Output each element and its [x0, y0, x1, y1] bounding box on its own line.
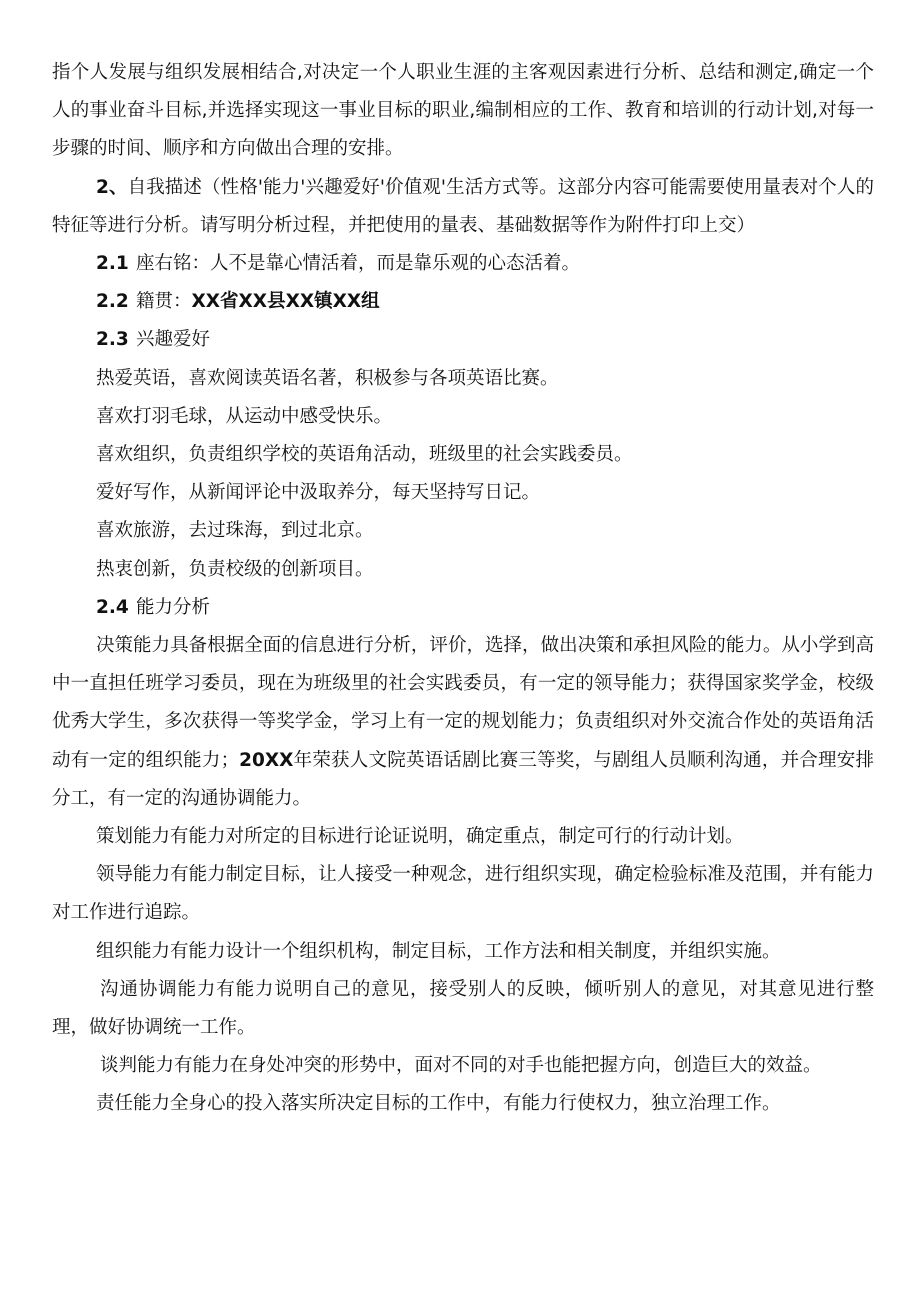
hobby-item: 爱好写作，从新闻评论中汲取养分，每天坚持写日记。 [96, 482, 541, 504]
hobby-item: 喜欢组织，负责组织学校的英语角活动，班级里的社会实践委员。 [96, 444, 633, 466]
section-number: 2.4 [96, 596, 129, 618]
origin-label: 籍贯： [136, 291, 192, 313]
leadership-ability-paragraph: 领导能力有能力制定目标，让人接受一种观念，进行组织实现，确定检验标准及范围，并有能力对工作进行追踪。 [52, 864, 874, 924]
intro-paragraph: 指个人发展与组织发展相结合,对决定一个人职业生涯的主客观因素进行分析、总结和测定,确定一个人的事业奋斗目标,并选择实现这一事业目标的职业,编制相应的工作、教育和培训的行动计划,对每一步骤的时间、顺序和方向做出合理的安排。 [52, 62, 874, 160]
decision-text-b: 年荣获人文院英语话剧比赛三等奖，与剧组人员顺利沟通，并合理安排分工，有一定的沟通协调能力。 [52, 749, 874, 809]
decision-text-a: 决策能力具备根据全面的信息进行分析，评价，选择，做出决策和承担风险的能力。从小学到高中一直担任班学习委员，现在为班级里的社会实践委员，有一定的领导能力；获得国家奖学金，校级优秀大学生，多次获得一等奖学金，学习上有一定的规划能力；负责组织对外交流合作处的英语角活动有一定的组织能力； [52, 635, 874, 771]
section-motto [52, 245, 874, 283]
responsibility-ability-paragraph: 责任能力全身心的投入落实所决定目标的工作中，有能力行使权力，独立治理工作。 [96, 1093, 781, 1115]
self-description-paragraph [52, 169, 874, 245]
hobby-item: 热爱英语，喜欢阅读英语名著，积极参与各项英语比赛。 [96, 367, 559, 389]
communication-ability-paragraph: 沟通协调能力有能力说明自己的意见，接受别人的反映，倾听别人的意见，对其意见进行整理，做好协调统一工作。 [52, 978, 874, 1039]
negotiation-ability-paragraph: 谈判能力有能力在身处冲突的形势中，面对不同的对手也能把握方向，创造巨大的效益。 [100, 1055, 822, 1077]
section-title: 能力分析 [136, 596, 211, 618]
decision-ability-paragraph [52, 627, 874, 818]
section-number: 2.2 [96, 291, 129, 313]
section-origin [52, 283, 874, 321]
section-ability [52, 589, 874, 627]
hobby-item: 喜欢打羽毛球，从运动中感受快乐。 [96, 405, 393, 427]
self-description-text: 自我描述（性格'能力'兴趣爱好'价值观'生活方式等。这部分内容可能需要使用量表对个人的特征等进行分析。请写明分析过程，并把使用的量表、基础数据等作为附件打印上交） [52, 176, 874, 236]
organization-ability-paragraph: 组织能力有能力设计一个组织机构，制定目标，工作方法和相关制度，并组织实施。 [96, 940, 781, 962]
self-description-number: 2、 [96, 176, 128, 198]
section-number: 2.1 [96, 253, 129, 275]
motto-text: 座右铭：人不是靠心情活着，而是靠乐观的心态活着。 [136, 253, 581, 275]
hobby-item: 热衷创新，负责校级的创新项目。 [96, 558, 374, 580]
planning-ability-paragraph: 策划能力有能力对所定的目标进行论证说明，确定重点，制定可行的行动计划。 [96, 826, 744, 848]
document-page [52, 54, 874, 1124]
section-title: 兴趣爱好 [136, 329, 211, 351]
hobby-item: 喜欢旅游，去过珠海，到过北京。 [96, 520, 374, 542]
decision-year: 20XX [239, 749, 294, 771]
section-number: 2.3 [96, 329, 129, 351]
section-hobbies [52, 321, 874, 359]
origin-value: XX省XX县XX镇XX组 [191, 291, 380, 313]
